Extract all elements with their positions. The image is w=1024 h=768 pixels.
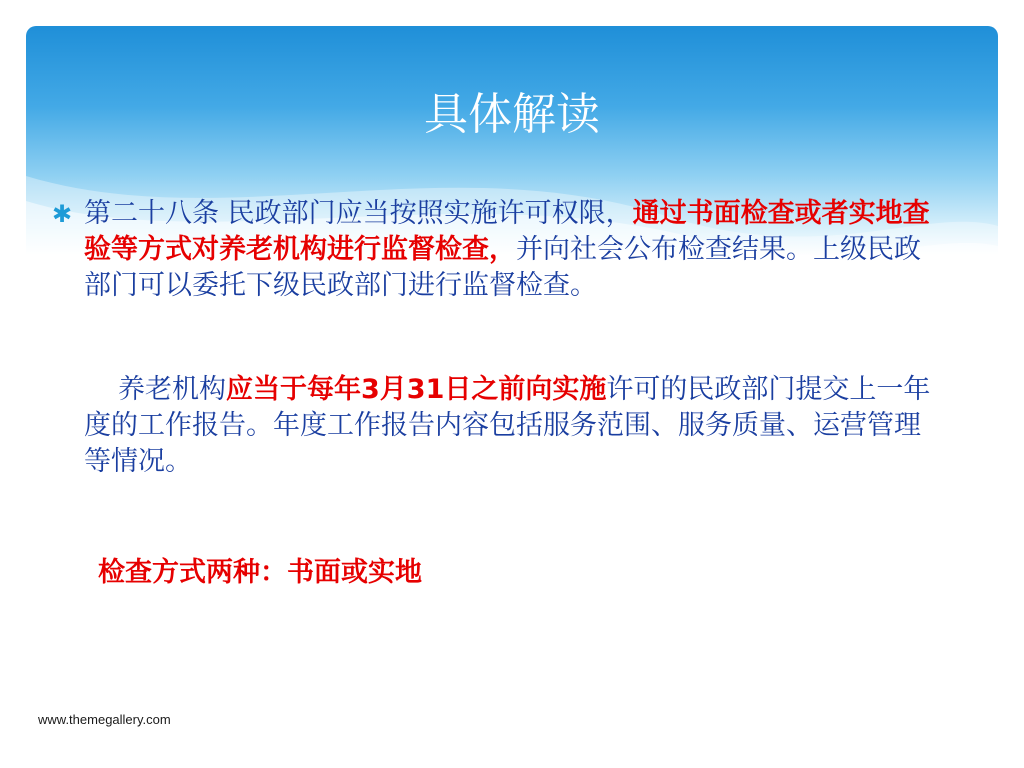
paragraph1-intro: 第二十八条 民政部门应当按照实施许可权限， <box>84 198 633 229</box>
paragraph-annual-report <box>84 372 944 480</box>
footer-url: www.themegallery.com <box>38 712 171 727</box>
paragraph1-rest: 并向社会公布检查结果。上级民政部门可以委托下级民政部门进行监督检查。 <box>84 234 921 301</box>
asterisk-icon: ✱ <box>52 200 73 228</box>
paragraph-article-28 <box>84 196 944 304</box>
paragraph2-intro: 养老机构 <box>118 374 226 405</box>
paragraph2-highlight: 应当于每年3月31日之前向实施 <box>226 374 607 405</box>
paragraph1-highlight: 通过书面检查或者实地查验等方式对养老机构进行监督检查， <box>84 198 930 265</box>
slide-title: 具体解读 <box>424 89 600 140</box>
summary-text: 检查方式两种：书面或实地 <box>98 557 422 588</box>
paragraph2-rest: 许可的民政部门提交上一年度的工作报告。年度工作报告内容包括服务范围、服务质量、运营管理等情况。 <box>84 374 931 477</box>
